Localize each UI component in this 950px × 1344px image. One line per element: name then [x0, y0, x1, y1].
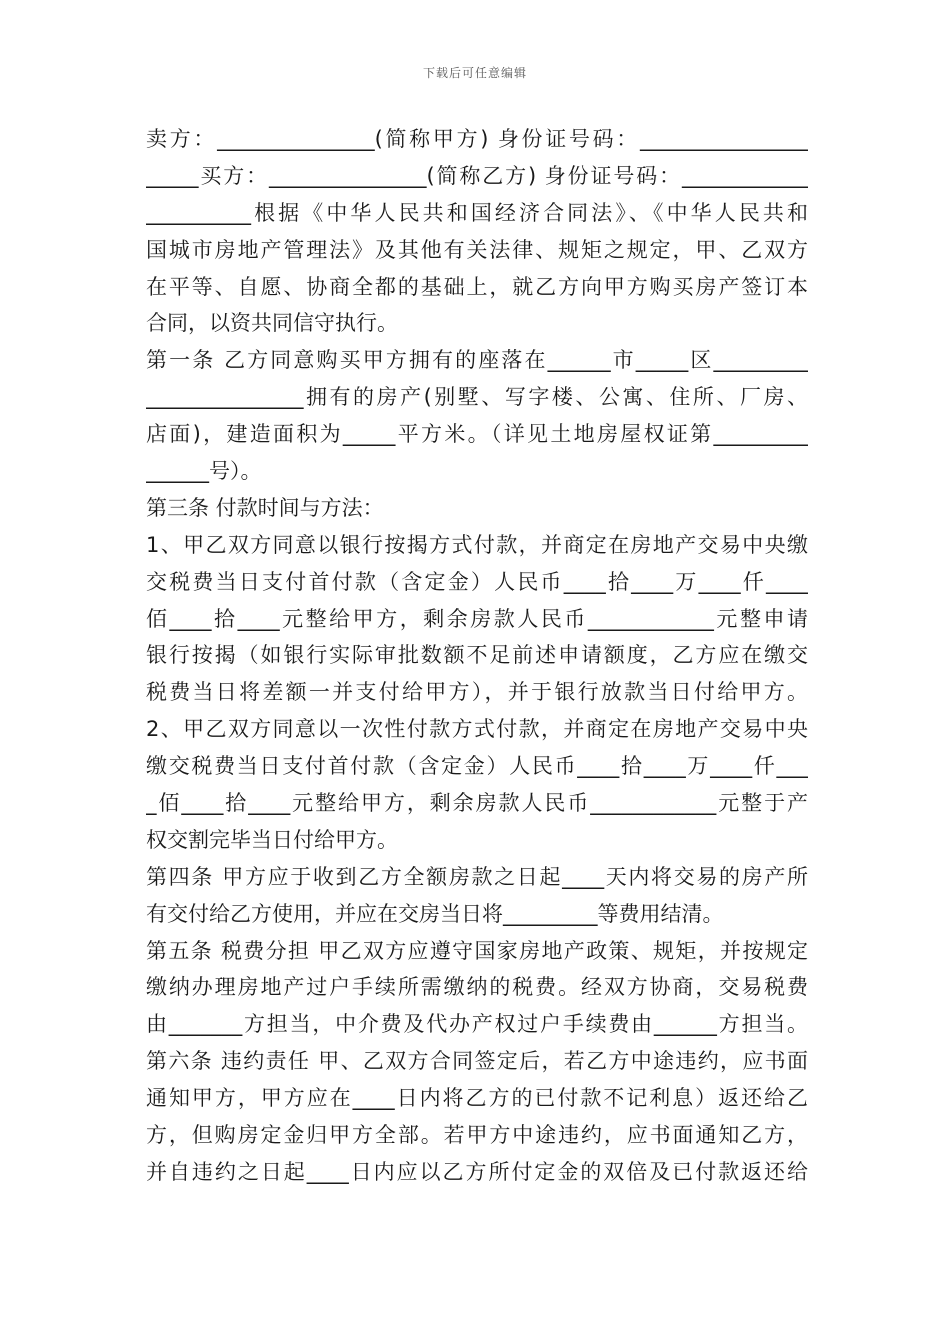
contract-text-line: 通知甲方，甲方应在____日内将乙方的已付款不记利息）返还给乙 [146, 1086, 808, 1111]
contract-text-line: 由_______方担当，中介费及代办产权过户手续费由______方担当。 [146, 1012, 808, 1037]
contract-text-line: 缴纳办理房地产过户手续所需缴纳的税费。经双方协商，交易税费 [146, 975, 808, 1000]
contract-text-line: _佰____拾____元整给甲方，剩余房款人民币____________元整于产 [146, 791, 808, 816]
contract-text-line: 缴交税费当日支付首付款（含定金）人民币____拾____万____仟___ [146, 754, 808, 779]
contract-text-line: 卖方：_______________(简称甲方) 身份证号码：________________ [146, 127, 808, 151]
contract-text-line: 第一条 乙方同意购买甲方拥有的座落在______市_____区_________ [146, 348, 808, 373]
contract-text-line: 佰____拾____元整给甲方，剩余房款人民币____________元整申请 [146, 606, 808, 631]
contract-text-line: _______________拥有的房产(别墅、写字楼、公寓、住所、厂房、 [146, 385, 808, 410]
contract-text-line: 1、甲乙双方同意以银行按揭方式付款，并商定在房地产交易中央缴 [146, 532, 808, 557]
page-header-note: 下载后可任意编辑 [422, 66, 527, 80]
contract-text-line: 第四条 甲方应于收到乙方全额房款之日起____天内将交易的房产所 [146, 864, 808, 889]
contract-body [146, 121, 808, 1191]
contract-text-line: 并自违约之日起____日内应以乙方所付定金的双倍及已付款返还给 [146, 1159, 808, 1184]
contract-text-line: 税费当日将差额一并支付给甲方），并于银行放款当日付给甲方。 [146, 680, 808, 705]
contract-text-line: 交税费当日支付首付款（含定金）人民币____拾____万____仟____ [146, 569, 808, 594]
contract-text-line: 2、甲乙双方同意以一次性付款方式付款，并商定在房地产交易中央 [146, 717, 808, 742]
contract-text-line: 银行按揭（如银行实际审批数额不足前述申请额度，乙方应在缴交 [146, 643, 808, 668]
contract-text-line: 店面)，建造面积为_____平方米。（详见土地房屋权证第_________ [146, 422, 808, 447]
contract-text-line: 第三条 付款时间与方法： [146, 495, 384, 520]
contract-text-line: 权交割完毕当日付给甲方。 [146, 827, 398, 852]
contract-text-line: 第五条 税费分担 甲乙双方应遵守国家房地产政策、规矩，并按规定 [146, 938, 808, 963]
contract-text-line: 国城市房地产管理法》及其他有关法律、规矩之规定，甲、乙双方 [146, 237, 808, 262]
contract-text-line: ______号）。 [146, 459, 262, 484]
contract-text-line: 在平等、自愿、协商全都的基础上，就乙方向甲方购买房产签订本 [146, 274, 808, 299]
contract-text-line: __________根据《中华人民共和国经济合同法》、《中华人民共和 [146, 200, 808, 225]
contract-text-line: 方，但购房定金归甲方全部。若甲方中途违约，应书面通知乙方， [146, 1123, 808, 1148]
contract-text-line: _____买方：_______________(简称乙方) 身份证号码：____________ [146, 163, 808, 188]
contract-text-line: 有交付给乙方使用，并应在交房当日将_________等费用结清。 [146, 901, 724, 926]
contract-text-line: 第六条 违约责任 甲、乙双方合同签定后，若乙方中途违约，应书面 [146, 1049, 808, 1074]
contract-text-line: 合同，以资共同信守执行。 [146, 311, 398, 336]
